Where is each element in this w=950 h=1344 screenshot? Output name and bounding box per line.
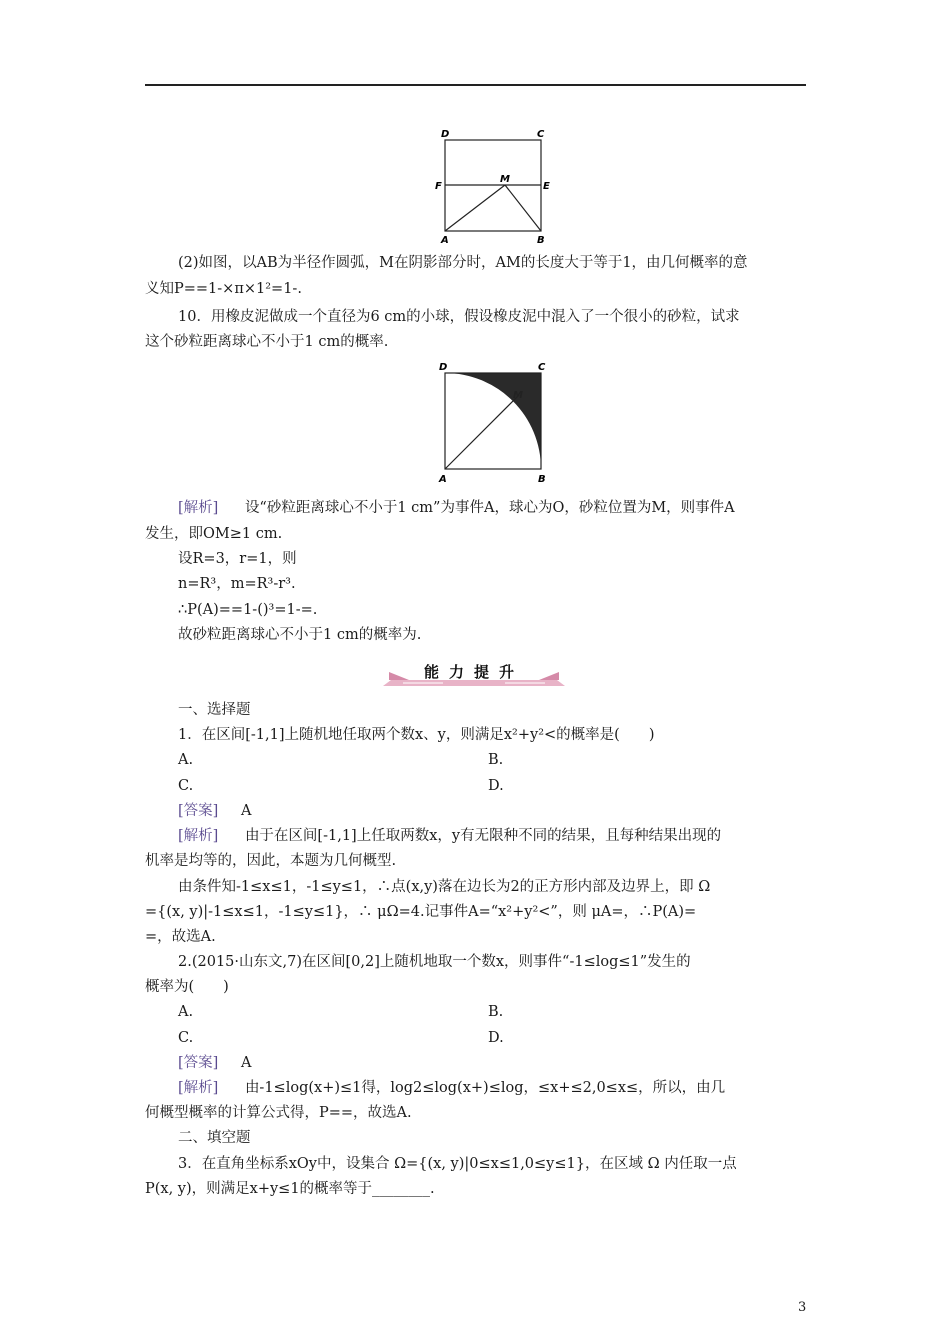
label-d: D xyxy=(441,129,450,140)
solution-line: n=R³，m=R³-r³. xyxy=(178,576,296,592)
solution-line xyxy=(178,498,735,518)
solution-line: 发生，即OM≥1 cm. xyxy=(145,526,283,542)
section-banner xyxy=(383,658,565,688)
label-b: B xyxy=(538,474,546,485)
analysis-line: 何概型概率的计算公式得，P==，故选A. xyxy=(145,1105,412,1121)
question-stem: P(x, y)，则满足x+y≤1的概率等于________. xyxy=(145,1181,435,1197)
banner-title: 能力提升 xyxy=(423,663,524,681)
analysis-tag: [解析] xyxy=(178,500,219,516)
option-a: A. xyxy=(178,752,194,768)
text-line: (2)如图，以AB为半径作圆弧，M在阴影部分时，AM的长度大于等于1，由几何概率的意 xyxy=(178,255,748,271)
option-c: C. xyxy=(178,1030,194,1046)
option-d: D. xyxy=(488,1030,504,1046)
figure-square-arc xyxy=(425,358,555,488)
segment-am xyxy=(445,185,505,231)
label-c: C xyxy=(537,129,545,140)
text-line: 义知P==1-×π×1²=1-. xyxy=(145,281,302,297)
label-m: M xyxy=(513,390,523,401)
answer-line xyxy=(178,801,251,821)
answer-value: A xyxy=(240,803,252,819)
analysis-line: =，故选A. xyxy=(145,929,216,945)
answer-line xyxy=(178,1053,251,1073)
solution-line: ∴P(A)==1-()³=1-=. xyxy=(178,602,318,618)
answer-tag: [答案] xyxy=(178,803,219,819)
analysis-text: 由-1≤log(x+)≤1得，log2≤log(x+)≤log，≤x+≤2,0≤x≤，所以，由几 xyxy=(244,1080,726,1096)
solution-text: 设“砂粒距离球心不小于1 cm”为事件A，球心为O，砂粒位置为M，则事件A xyxy=(244,500,735,516)
text-line: 这个砂粒距离球心不小于1 cm的概率. xyxy=(145,334,389,350)
analysis-line: 由条件知-1≤x≤1，-1≤y≤1，∴点(x,y)落在边长为2的正方形内部及边界上，即 Ω xyxy=(178,879,711,895)
option-c: C. xyxy=(178,778,194,794)
option-a: A. xyxy=(178,1004,194,1020)
question-stem: 2.(2015·山东文,7)在区间[0,2]上随机地取一个数x，则事件“-1≤log≤1”发生的 xyxy=(178,954,691,970)
analysis-line xyxy=(178,1078,725,1098)
question-stem: 1．在区间[-1,1]上随机地任取两个数x、y，则满足x²+y²<的概率是( ) xyxy=(178,727,655,743)
answer-value: A xyxy=(240,1055,252,1071)
label-a: A xyxy=(439,474,447,485)
option-d: D. xyxy=(488,778,504,794)
analysis-line: ={(x, y)|-1≤x≤1，-1≤y≤1}，∴ μΩ=4.记事件A=“x²+y²<”，则 μA=，∴P(A)= xyxy=(145,904,697,920)
label-c: C xyxy=(538,362,546,373)
analysis-tag: [解析] xyxy=(178,1080,219,1096)
analysis-text: 由于在区间[-1,1]上任取两数x，y有无限种不同的结果，且每种结果出现的 xyxy=(244,828,722,844)
section-heading: 二、填空题 xyxy=(178,1130,251,1146)
section-heading: 一、选择题 xyxy=(178,702,251,718)
label-b: B xyxy=(537,235,545,246)
figure-square-triangle xyxy=(425,125,555,247)
label-f: F xyxy=(435,181,442,192)
page-number: 3 xyxy=(798,1300,807,1315)
analysis-line xyxy=(178,826,721,846)
solution-line: 设R=3，r=1，则 xyxy=(178,551,297,567)
label-m: M xyxy=(500,174,510,185)
option-b: B. xyxy=(488,752,504,768)
segment-am xyxy=(445,395,519,469)
question-stem: 3．在直角坐标系xOy中，设集合 Ω={(x, y)|0≤x≤1,0≤y≤1}，在区域 Ω 内任取一点 xyxy=(178,1156,737,1172)
label-a: A xyxy=(441,235,449,246)
label-d: D xyxy=(439,362,448,373)
segment-mb xyxy=(505,185,541,231)
answer-tag: [答案] xyxy=(178,1055,219,1071)
analysis-line: 机率是均等的，因此，本题为几何概型. xyxy=(145,853,397,869)
text-line: 10．用橡皮泥做成一个直径为6 cm的小球，假设橡皮泥中混入了一个很小的砂粒，试求 xyxy=(178,309,740,325)
solution-line: 故砂粒距离球心不小于1 cm的概率为. xyxy=(178,627,422,643)
header-rule xyxy=(145,84,806,86)
question-stem: 概率为( ) xyxy=(145,979,229,995)
analysis-tag: [解析] xyxy=(178,828,219,844)
label-e: E xyxy=(543,181,550,192)
option-b: B. xyxy=(488,1004,504,1020)
